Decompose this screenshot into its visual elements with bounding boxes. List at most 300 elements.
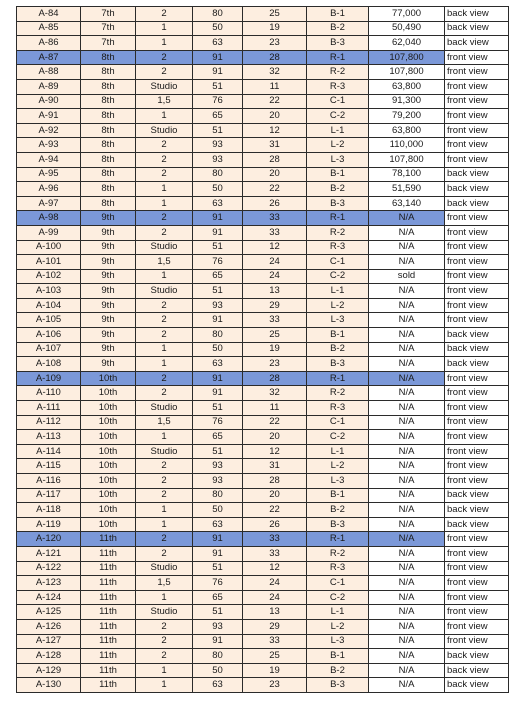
number-cell: 12 <box>243 444 307 459</box>
price-cell: N/A <box>369 561 445 576</box>
type-cell: 2 <box>136 386 193 401</box>
code-cell: L-1 <box>307 123 369 138</box>
number-cell: 28 <box>243 474 307 489</box>
price-cell: N/A <box>369 225 445 240</box>
area-cell: 80 <box>193 649 243 664</box>
floor-cell: 8th <box>81 79 136 94</box>
code-cell: B-2 <box>307 503 369 518</box>
table-row <box>17 313 509 328</box>
code-cell: B-3 <box>307 517 369 532</box>
floor-cell: 11th <box>81 663 136 678</box>
type-cell: 2 <box>136 298 193 313</box>
unit-cell: A-110 <box>17 386 81 401</box>
unit-cell: A-127 <box>17 634 81 649</box>
price-cell: N/A <box>369 678 445 693</box>
number-cell: 33 <box>243 225 307 240</box>
table-row <box>17 65 509 80</box>
view-cell: front view <box>445 79 509 94</box>
table-row <box>17 503 509 518</box>
area-cell: 91 <box>193 50 243 65</box>
table-row <box>17 474 509 489</box>
view-cell: back view <box>445 36 509 51</box>
type-cell: Studio <box>136 284 193 299</box>
type-cell: 2 <box>136 459 193 474</box>
type-cell: 1 <box>136 109 193 124</box>
table-row <box>17 167 509 182</box>
number-cell: 28 <box>243 152 307 167</box>
area-cell: 93 <box>193 138 243 153</box>
type-cell: 1 <box>136 21 193 36</box>
code-cell: C-2 <box>307 590 369 605</box>
type-cell: Studio <box>136 79 193 94</box>
type-cell: 2 <box>136 152 193 167</box>
price-cell: 50,490 <box>369 21 445 36</box>
price-cell: N/A <box>369 634 445 649</box>
floor-cell: 10th <box>81 386 136 401</box>
floor-cell: 10th <box>81 415 136 430</box>
type-cell: Studio <box>136 444 193 459</box>
price-cell: N/A <box>369 386 445 401</box>
area-cell: 80 <box>193 7 243 22</box>
unit-cell: A-94 <box>17 152 81 167</box>
area-cell: 91 <box>193 386 243 401</box>
view-cell: front view <box>445 430 509 445</box>
view-cell: front view <box>445 459 509 474</box>
price-cell: N/A <box>369 517 445 532</box>
number-cell: 33 <box>243 546 307 561</box>
number-cell: 11 <box>243 79 307 94</box>
table-row <box>17 663 509 678</box>
price-cell: N/A <box>369 415 445 430</box>
code-cell: L-2 <box>307 459 369 474</box>
view-cell: back view <box>445 196 509 211</box>
number-cell: 25 <box>243 328 307 343</box>
area-cell: 80 <box>193 328 243 343</box>
area-cell: 65 <box>193 590 243 605</box>
area-cell: 80 <box>193 488 243 503</box>
table-row <box>17 21 509 36</box>
unit-cell: A-102 <box>17 269 81 284</box>
table-row <box>17 255 509 270</box>
table-row <box>17 138 509 153</box>
unit-cell: A-130 <box>17 678 81 693</box>
unit-cell: A-105 <box>17 313 81 328</box>
price-cell: N/A <box>369 532 445 547</box>
view-cell: front view <box>445 255 509 270</box>
number-cell: 13 <box>243 605 307 620</box>
type-cell: Studio <box>136 561 193 576</box>
code-cell: L-3 <box>307 634 369 649</box>
type-cell: 1 <box>136 503 193 518</box>
area-cell: 51 <box>193 284 243 299</box>
number-cell: 19 <box>243 663 307 678</box>
table-row <box>17 196 509 211</box>
code-cell: R-3 <box>307 401 369 416</box>
price-cell: N/A <box>369 488 445 503</box>
price-cell: N/A <box>369 298 445 313</box>
view-cell: front view <box>445 401 509 416</box>
table-row <box>17 225 509 240</box>
number-cell: 20 <box>243 167 307 182</box>
unit-cell: A-89 <box>17 79 81 94</box>
type-cell: 1 <box>136 357 193 372</box>
unit-cell: A-112 <box>17 415 81 430</box>
area-cell: 76 <box>193 576 243 591</box>
type-cell: 1,5 <box>136 255 193 270</box>
table-row <box>17 415 509 430</box>
area-cell: 65 <box>193 430 243 445</box>
table-row <box>17 328 509 343</box>
view-cell: front view <box>445 211 509 226</box>
type-cell: 1 <box>136 678 193 693</box>
floor-cell: 9th <box>81 211 136 226</box>
area-cell: 50 <box>193 663 243 678</box>
unit-cell: A-116 <box>17 474 81 489</box>
type-cell: 1,5 <box>136 94 193 109</box>
floor-cell: 9th <box>81 240 136 255</box>
table-row <box>17 94 509 109</box>
area-cell: 91 <box>193 225 243 240</box>
code-cell: B-2 <box>307 342 369 357</box>
number-cell: 19 <box>243 21 307 36</box>
number-cell: 12 <box>243 561 307 576</box>
area-cell: 76 <box>193 415 243 430</box>
view-cell: back view <box>445 678 509 693</box>
table-row <box>17 79 509 94</box>
floor-cell: 9th <box>81 225 136 240</box>
table-row <box>17 401 509 416</box>
type-cell: 1 <box>136 430 193 445</box>
price-cell: N/A <box>369 546 445 561</box>
floor-cell: 11th <box>81 546 136 561</box>
floor-cell: 7th <box>81 36 136 51</box>
number-cell: 22 <box>243 415 307 430</box>
price-cell: 51,590 <box>369 182 445 197</box>
code-cell: R-1 <box>307 211 369 226</box>
view-cell: front view <box>445 240 509 255</box>
price-cell: 79,200 <box>369 109 445 124</box>
area-cell: 91 <box>193 313 243 328</box>
number-cell: 12 <box>243 123 307 138</box>
type-cell: 1,5 <box>136 415 193 430</box>
view-cell: back view <box>445 649 509 664</box>
table-row <box>17 240 509 255</box>
code-cell: B-2 <box>307 663 369 678</box>
floor-cell: 11th <box>81 605 136 620</box>
code-cell: B-3 <box>307 36 369 51</box>
code-cell: B-1 <box>307 328 369 343</box>
view-cell: front view <box>445 269 509 284</box>
view-cell: front view <box>445 225 509 240</box>
unit-cell: A-114 <box>17 444 81 459</box>
number-cell: 33 <box>243 313 307 328</box>
unit-cell: A-118 <box>17 503 81 518</box>
price-cell: N/A <box>369 313 445 328</box>
view-cell: front view <box>445 109 509 124</box>
area-cell: 50 <box>193 342 243 357</box>
price-cell: 110,000 <box>369 138 445 153</box>
code-cell: R-2 <box>307 65 369 80</box>
price-cell: 77,000 <box>369 7 445 22</box>
floor-cell: 8th <box>81 167 136 182</box>
table-row <box>17 459 509 474</box>
area-cell: 93 <box>193 152 243 167</box>
price-cell: N/A <box>369 357 445 372</box>
area-cell: 51 <box>193 605 243 620</box>
code-cell: R-3 <box>307 561 369 576</box>
type-cell: 2 <box>136 167 193 182</box>
code-cell: L-2 <box>307 298 369 313</box>
unit-cell: A-111 <box>17 401 81 416</box>
code-cell: B-1 <box>307 488 369 503</box>
number-cell: 31 <box>243 138 307 153</box>
area-cell: 63 <box>193 196 243 211</box>
price-cell: 62,040 <box>369 36 445 51</box>
view-cell: back view <box>445 663 509 678</box>
number-cell: 29 <box>243 298 307 313</box>
floor-cell: 8th <box>81 50 136 65</box>
floor-cell: 10th <box>81 488 136 503</box>
table-row-highlighted <box>17 371 509 386</box>
code-cell: L-2 <box>307 619 369 634</box>
number-cell: 33 <box>243 211 307 226</box>
unit-cell: A-101 <box>17 255 81 270</box>
price-cell: N/A <box>369 240 445 255</box>
unit-cell: A-117 <box>17 488 81 503</box>
unit-cell: A-85 <box>17 21 81 36</box>
view-cell: front view <box>445 50 509 65</box>
number-cell: 26 <box>243 517 307 532</box>
code-cell: B-1 <box>307 7 369 22</box>
area-cell: 91 <box>193 634 243 649</box>
number-cell: 20 <box>243 488 307 503</box>
type-cell: 2 <box>136 474 193 489</box>
code-cell: B-3 <box>307 357 369 372</box>
number-cell: 24 <box>243 576 307 591</box>
code-cell: R-1 <box>307 371 369 386</box>
area-cell: 91 <box>193 65 243 80</box>
view-cell: front view <box>445 152 509 167</box>
type-cell: 2 <box>136 50 193 65</box>
number-cell: 25 <box>243 649 307 664</box>
view-cell: front view <box>445 546 509 561</box>
table-row-highlighted <box>17 50 509 65</box>
unit-cell: A-128 <box>17 649 81 664</box>
type-cell: 2 <box>136 7 193 22</box>
view-cell: back view <box>445 21 509 36</box>
view-cell: front view <box>445 415 509 430</box>
price-cell: N/A <box>369 211 445 226</box>
view-cell: back view <box>445 503 509 518</box>
unit-cell: A-88 <box>17 65 81 80</box>
price-cell: 107,800 <box>369 65 445 80</box>
number-cell: 25 <box>243 7 307 22</box>
type-cell: 2 <box>136 546 193 561</box>
code-cell: L-1 <box>307 284 369 299</box>
code-cell: C-2 <box>307 430 369 445</box>
view-cell: front view <box>445 444 509 459</box>
unit-cell: A-122 <box>17 561 81 576</box>
type-cell: Studio <box>136 240 193 255</box>
type-cell: 2 <box>136 488 193 503</box>
type-cell: 2 <box>136 313 193 328</box>
type-cell: 2 <box>136 619 193 634</box>
number-cell: 33 <box>243 532 307 547</box>
type-cell: Studio <box>136 605 193 620</box>
type-cell: 1 <box>136 342 193 357</box>
number-cell: 20 <box>243 430 307 445</box>
table-row <box>17 269 509 284</box>
number-cell: 28 <box>243 371 307 386</box>
view-cell: front view <box>445 576 509 591</box>
unit-cell: A-103 <box>17 284 81 299</box>
code-cell: B-1 <box>307 649 369 664</box>
type-cell: 2 <box>136 138 193 153</box>
unit-cell: A-93 <box>17 138 81 153</box>
type-cell: 2 <box>136 328 193 343</box>
area-cell: 65 <box>193 109 243 124</box>
unit-cell: A-90 <box>17 94 81 109</box>
floor-cell: 11th <box>81 619 136 634</box>
unit-cell: A-113 <box>17 430 81 445</box>
table-row <box>17 298 509 313</box>
table-row <box>17 605 509 620</box>
code-cell: R-3 <box>307 79 369 94</box>
code-cell: B-3 <box>307 196 369 211</box>
code-cell: C-2 <box>307 269 369 284</box>
price-cell: N/A <box>369 444 445 459</box>
view-cell: front view <box>445 65 509 80</box>
number-cell: 11 <box>243 401 307 416</box>
price-cell: 107,800 <box>369 50 445 65</box>
floor-cell: 9th <box>81 269 136 284</box>
floor-cell: 9th <box>81 357 136 372</box>
floor-cell: 11th <box>81 576 136 591</box>
table-row <box>17 123 509 138</box>
floor-cell: 8th <box>81 182 136 197</box>
table-row <box>17 7 509 22</box>
price-cell: N/A <box>369 430 445 445</box>
price-cell: N/A <box>369 401 445 416</box>
table-row <box>17 386 509 401</box>
price-cell: 78,100 <box>369 167 445 182</box>
code-cell: L-1 <box>307 605 369 620</box>
number-cell: 29 <box>243 619 307 634</box>
table-row <box>17 152 509 167</box>
area-cell: 50 <box>193 182 243 197</box>
area-cell: 93 <box>193 619 243 634</box>
type-cell: Studio <box>136 401 193 416</box>
code-cell: C-1 <box>307 576 369 591</box>
price-cell: N/A <box>369 503 445 518</box>
floor-cell: 9th <box>81 342 136 357</box>
view-cell: back view <box>445 488 509 503</box>
floor-cell: 8th <box>81 152 136 167</box>
area-cell: 51 <box>193 561 243 576</box>
area-cell: 63 <box>193 357 243 372</box>
table-row <box>17 430 509 445</box>
number-cell: 22 <box>243 182 307 197</box>
unit-cell: A-124 <box>17 590 81 605</box>
view-cell: front view <box>445 94 509 109</box>
unit-cell: A-84 <box>17 7 81 22</box>
floor-cell: 8th <box>81 196 136 211</box>
unit-cell: A-109 <box>17 371 81 386</box>
view-cell: front view <box>445 561 509 576</box>
floor-cell: 11th <box>81 649 136 664</box>
view-cell: front view <box>445 138 509 153</box>
unit-cell: A-126 <box>17 619 81 634</box>
price-cell: N/A <box>369 474 445 489</box>
code-cell: L-3 <box>307 152 369 167</box>
area-cell: 51 <box>193 401 243 416</box>
table-row <box>17 109 509 124</box>
table-row <box>17 678 509 693</box>
view-cell: back view <box>445 167 509 182</box>
code-cell: B-3 <box>307 678 369 693</box>
floor-cell: 11th <box>81 532 136 547</box>
view-cell: front view <box>445 605 509 620</box>
table-row <box>17 488 509 503</box>
unit-cell: A-98 <box>17 211 81 226</box>
type-cell: 2 <box>136 649 193 664</box>
number-cell: 26 <box>243 196 307 211</box>
table-row <box>17 284 509 299</box>
code-cell: L-1 <box>307 444 369 459</box>
unit-cell: A-92 <box>17 123 81 138</box>
type-cell: 2 <box>136 211 193 226</box>
floor-cell: 10th <box>81 517 136 532</box>
unit-cell: A-100 <box>17 240 81 255</box>
view-cell: back view <box>445 342 509 357</box>
area-cell: 91 <box>193 546 243 561</box>
table-row <box>17 561 509 576</box>
number-cell: 19 <box>243 342 307 357</box>
unit-cell: A-99 <box>17 225 81 240</box>
type-cell: 2 <box>136 371 193 386</box>
table-row <box>17 634 509 649</box>
floor-cell: 11th <box>81 590 136 605</box>
number-cell: 28 <box>243 50 307 65</box>
view-cell: front view <box>445 474 509 489</box>
number-cell: 24 <box>243 590 307 605</box>
unit-cell: A-125 <box>17 605 81 620</box>
unit-cell: A-86 <box>17 36 81 51</box>
area-cell: 63 <box>193 678 243 693</box>
area-cell: 63 <box>193 36 243 51</box>
floor-cell: 8th <box>81 65 136 80</box>
type-cell: 1 <box>136 196 193 211</box>
floor-cell: 9th <box>81 255 136 270</box>
unit-cell: A-108 <box>17 357 81 372</box>
view-cell: front view <box>445 590 509 605</box>
unit-cell: A-107 <box>17 342 81 357</box>
view-cell: back view <box>445 7 509 22</box>
code-cell: L-2 <box>307 138 369 153</box>
price-cell: 63,800 <box>369 123 445 138</box>
unit-cell: A-97 <box>17 196 81 211</box>
type-cell: 2 <box>136 532 193 547</box>
floor-cell: 8th <box>81 109 136 124</box>
price-cell: N/A <box>369 371 445 386</box>
code-cell: B-2 <box>307 182 369 197</box>
unit-cell: A-121 <box>17 546 81 561</box>
unit-cell: A-123 <box>17 576 81 591</box>
unit-cell: A-120 <box>17 532 81 547</box>
price-cell: N/A <box>369 576 445 591</box>
floor-cell: 10th <box>81 401 136 416</box>
number-cell: 22 <box>243 94 307 109</box>
